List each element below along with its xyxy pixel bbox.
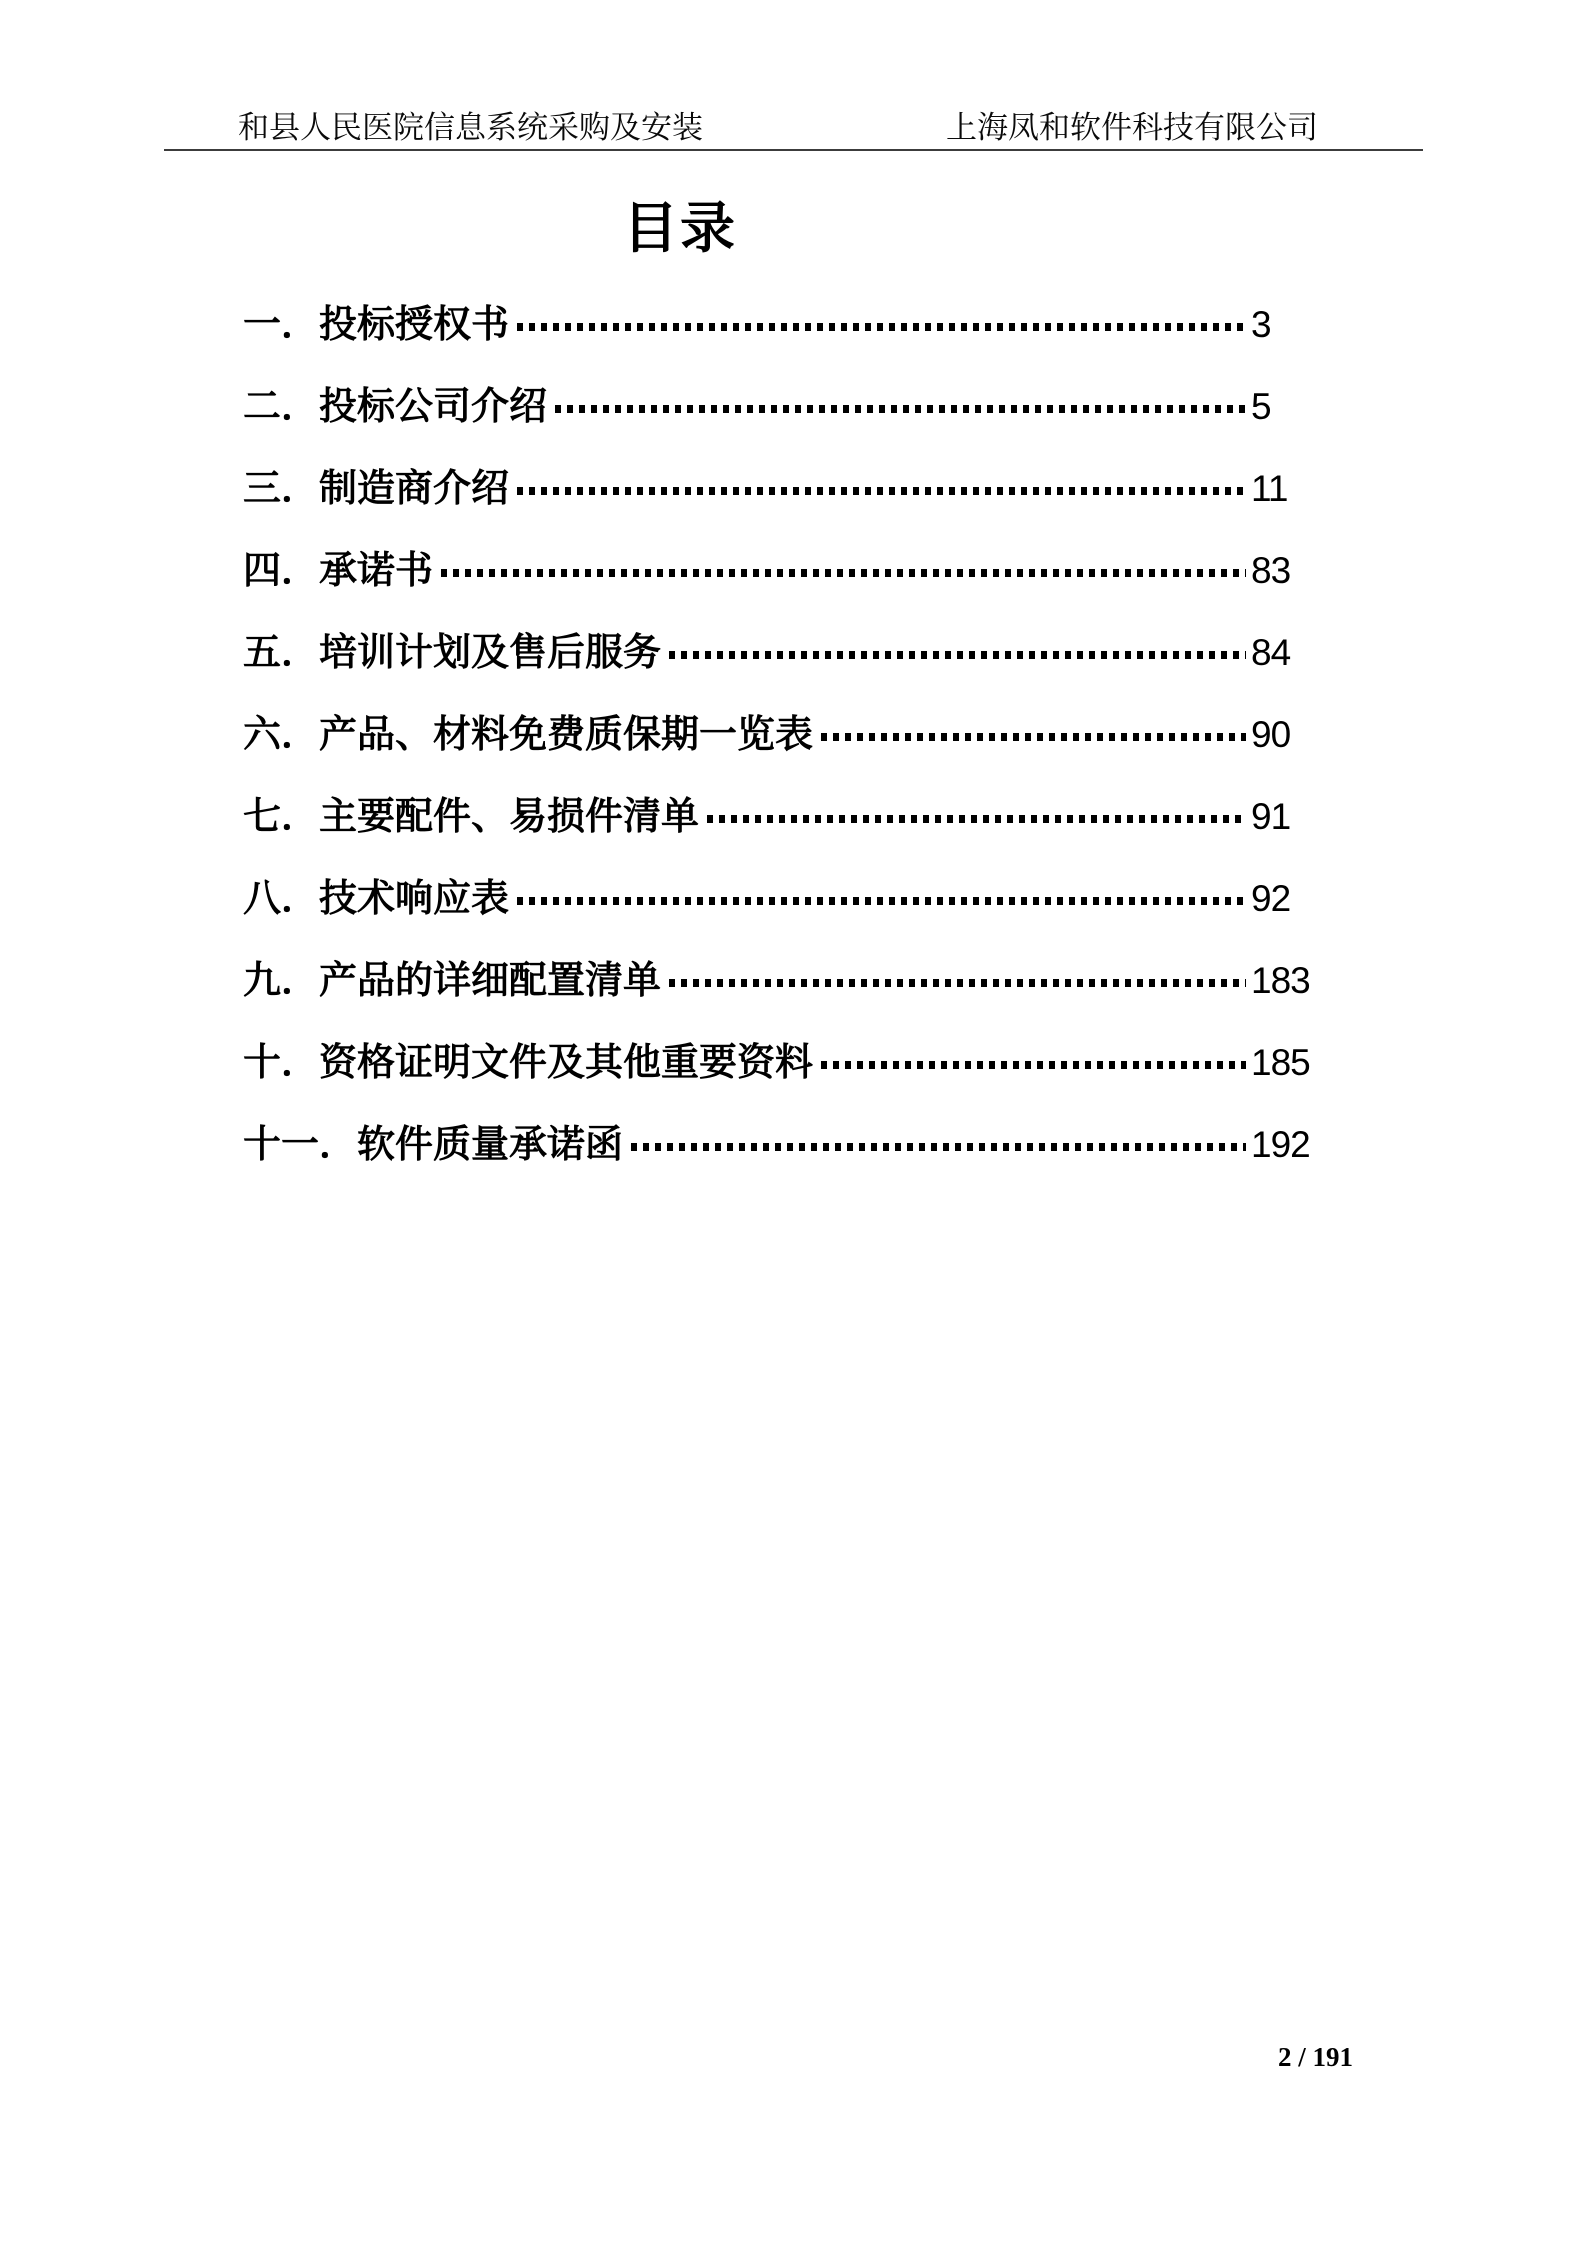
toc-leader-dots — [555, 405, 1246, 413]
toc-row-main — [243, 385, 1246, 429]
toc-row-main — [243, 713, 1246, 757]
toc-entry-label: 一．投标授权书 — [243, 304, 510, 346]
toc-entry-page: 3 — [1251, 304, 1271, 345]
toc-leader-dots — [669, 651, 1246, 659]
header-left-text: 和县人民医院信息系统采购及安装 — [238, 110, 703, 145]
toc-entry-page: 185 — [1251, 1042, 1310, 1083]
toc-entry-page: 192 — [1251, 1124, 1310, 1165]
toc-entry-label: 五．培训计划及售后服务 — [243, 632, 662, 674]
toc-entry-page: 91 — [1251, 796, 1291, 837]
toc-row-main — [243, 959, 1246, 1003]
toc-row — [243, 694, 1373, 776]
toc-row — [243, 448, 1373, 530]
toc-entry-page: 83 — [1251, 550, 1291, 591]
toc-row — [243, 940, 1373, 1022]
toc-row — [243, 284, 1373, 366]
toc-row-main — [243, 795, 1246, 839]
toc-leader-dots — [707, 815, 1246, 823]
toc-row — [243, 1022, 1373, 1104]
toc-row — [243, 530, 1373, 612]
toc-leader-dots — [821, 1061, 1246, 1069]
toc-entry-page: 11 — [1251, 468, 1288, 509]
toc-entry-label: 二．投标公司介绍 — [243, 386, 548, 428]
toc-row-main — [243, 877, 1246, 921]
toc-entry-label: 七．主要配件、易损件清单 — [243, 796, 700, 838]
toc-entry-page: 183 — [1251, 960, 1310, 1001]
toc-leader-dots — [669, 979, 1246, 987]
toc-entry-label: 十一．软件质量承诺函 — [243, 1124, 624, 1166]
toc-entry-label: 九．产品的详细配置清单 — [243, 960, 662, 1002]
toc-row — [243, 858, 1373, 940]
header-right-text: 上海凤和软件科技有限公司 — [946, 110, 1318, 145]
toc-leader-dots — [441, 569, 1246, 577]
page-title: 目录 — [622, 197, 737, 259]
toc-row-main — [243, 1123, 1246, 1167]
toc-entry-page: 5 — [1251, 386, 1271, 427]
toc-row-main — [243, 631, 1246, 675]
toc-row — [243, 1104, 1373, 1186]
toc-row — [243, 776, 1373, 858]
toc-entry-label: 十．资格证明文件及其他重要资料 — [243, 1042, 814, 1084]
header-divider — [164, 149, 1423, 151]
toc-list — [243, 284, 1373, 1186]
toc-entry-label: 三．制造商介绍 — [243, 468, 510, 510]
toc-row-main — [243, 467, 1246, 511]
toc-row-main — [243, 549, 1246, 593]
toc-entry-page: 90 — [1251, 714, 1291, 755]
toc-row-main — [243, 1041, 1246, 1085]
toc-leader-dots — [517, 323, 1246, 331]
toc-entry-page: 92 — [1251, 878, 1291, 919]
toc-entry-label: 六．产品、材料免费质保期一览表 — [243, 714, 814, 756]
footer-page-indicator: 2 / 191 — [1278, 2042, 1354, 2072]
toc-leader-dots — [517, 487, 1246, 495]
toc-entry-label: 八．技术响应表 — [243, 878, 510, 920]
toc-leader-dots — [631, 1143, 1246, 1151]
toc-leader-dots — [821, 733, 1246, 741]
toc-row-main — [243, 303, 1246, 347]
toc-row — [243, 612, 1373, 694]
toc-row — [243, 366, 1373, 448]
toc-entry-label: 四．承诺书 — [243, 550, 434, 592]
toc-leader-dots — [517, 897, 1246, 905]
toc-entry-page: 84 — [1251, 632, 1291, 673]
